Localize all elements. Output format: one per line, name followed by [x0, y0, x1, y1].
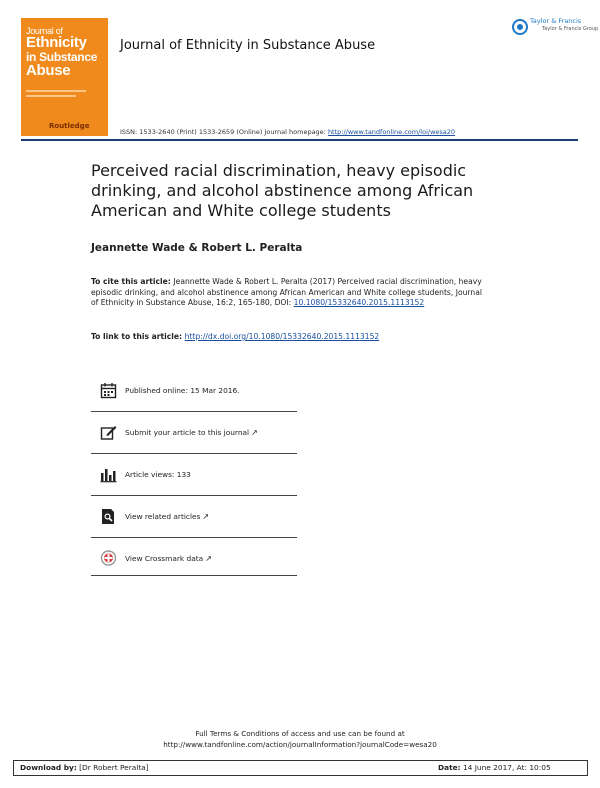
issn-text: ISSN: 1533-2640 (Print) 1533-2659 (Online) Journal homepage: [120, 128, 328, 136]
download-by [20, 763, 149, 772]
cover-title-line1: Journal of [26, 26, 63, 36]
cover-decor-line [26, 90, 86, 92]
download-by-value: [Dr Robert Peralta] [76, 763, 149, 772]
publisher-logo-icon [512, 19, 528, 35]
cover-title-line4: Abuse [26, 62, 71, 79]
submit-article-row[interactable] [91, 412, 297, 453]
issn-line [120, 128, 455, 136]
cover-title-line3: in Substance [26, 50, 98, 64]
download-by-label: Download by: [20, 763, 77, 772]
citation-doi-link[interactable]: 10.1080/15332640.2015.1113152 [293, 298, 425, 307]
citation-label: To cite this article: [91, 277, 174, 286]
article-authors: Jeannette Wade & Robert L. Peralta [91, 242, 303, 254]
terms-line1: Full Terms & Conditions of access and use can be found at [195, 729, 405, 738]
journal-homepage-link[interactable]: http://www.tandfonline.com/loi/wesa20 [327, 128, 456, 136]
published-row [91, 370, 297, 411]
document-search-icon [100, 508, 117, 525]
journal-name: Journal of Ethnicity in Substance Abuse [120, 38, 376, 53]
download-date [438, 763, 551, 772]
external-link-icon: ↗ [202, 512, 210, 521]
download-info-box [13, 760, 588, 776]
submit-article-label: Submit your article to this journal [125, 428, 250, 437]
related-articles-label: View related articles [125, 512, 201, 521]
panel-divider [91, 575, 297, 576]
terms-note [0, 728, 600, 750]
external-link-icon: ↗ [205, 554, 212, 563]
cover-title [26, 26, 97, 78]
article-link-label: To link to this article: [91, 332, 185, 341]
submit-article-link[interactable] [125, 428, 258, 437]
crossmark-label: View Crossmark data [125, 554, 204, 563]
bar-chart-icon [100, 466, 117, 483]
related-articles-row[interactable] [91, 496, 297, 537]
external-link-icon: ↗ [251, 428, 258, 437]
cover-publisher-mark: Routledge [49, 122, 90, 130]
published-date: Published online: 15 Mar 2016. [125, 386, 240, 395]
related-articles-link[interactable] [125, 512, 209, 521]
article-views-row [91, 454, 297, 495]
terms-url[interactable]: http://www.tandfonline.com/action/journalInformation?journalCode=wesa20 [163, 740, 437, 749]
crossmark-icon [100, 550, 117, 567]
cover-title-line2: Ethnicity [26, 34, 87, 51]
header-divider [21, 139, 578, 141]
calendar-icon [100, 382, 117, 399]
edit-icon [100, 424, 117, 441]
citation-text: Jeannette Wade & Robert L. Peralta (2017) Perceived racial discrimination, heavy episodic drinking, and alcohol abstinence among African American and White college students, Journal of Ethnicity in Substance Abuse, 16:2, 165-180, DOI: [91, 277, 482, 307]
crossmark-link[interactable] [125, 554, 212, 563]
citation-block [91, 277, 486, 309]
crossmark-row[interactable] [91, 538, 297, 579]
cover-decor-line [26, 95, 76, 97]
download-date-label: Date: [438, 763, 461, 772]
publisher-logo-name: Taylor & Francis [530, 17, 582, 25]
article-views: Article views: 133 [125, 470, 191, 479]
publisher-logo-group: Taylor & Francis Group [542, 26, 599, 32]
download-date-value: 14 June 2017, At: 10:05 [460, 763, 551, 772]
article-link-line [91, 332, 379, 341]
article-doi-link[interactable]: http://dx.doi.org/10.1080/15332640.2015.1113152 [184, 332, 380, 341]
article-title: Perceived racial discrimination, heavy episodic drinking, and alcohol abstinence among African American and White college students [91, 161, 474, 220]
journal-cover-image [21, 18, 108, 136]
publisher-logo [512, 17, 599, 39]
